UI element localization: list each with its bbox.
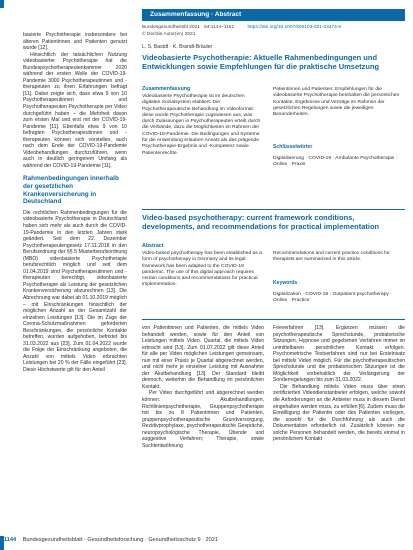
middle-column xyxy=(142,325,264,449)
divider-line xyxy=(142,209,405,210)
body-paragraph: Die rechtlichen Rahmenbedingungen für die videobasierte Psychotherapie in Deutschland haben sich mehr als auch durch die COVID-19-Pandemie in den letzten Jahren stark geändert. Seit dem 22. Dezember Psychotherapeutengesetz 17.11.2018 in den Berufsordnung der §§ 5 Musterberufsordnung (MBO) videobasierte Psychotherapie berufsrechtlich möglich und seit dem 01.04.2019 sind Psychotherapeutinnen und -therapeuten berechtigt, videobasierte Psychotherapie als Leistung der gesetzlichen Krankenversicherung abzurechnen [13]. Die Abrechnung war dabei ab 01.10.2019 möglich – mit Einschränkungen hinsichtlich der möglichen Anzahl an der Gesamtzahl der einzelnen Leistungen [13]. Die im Zuge der Corona-Schutzmaßnahmen geforderten Beschränkungen, die persönliche Kontakte betreffen, wurden aufgehoben, befristet bis 31.03.2022 aus [23]. Zum 01.04.2022 wurde die Folge der Einschränkung angeboten, die Anzahl von mittels Video erbrachten Leistungen bei 20 % der Fälle eingeführt [23]. Diese Höchstwerte gilt für den Anteil xyxy=(23,209,127,373)
english-abstract-right: Recommendations and current practice conditions for therapists are summarized in this article. xyxy=(273,251,390,263)
author-line: L. S. Bastdt · K. Brandt-Bräuler xyxy=(142,44,213,50)
english-title: Video-based psychotherapy: current framework conditions, developments, and recommendations for practical implementation xyxy=(142,213,380,232)
german-abstract-right: Patientinnen und Patienten: Empfehlungen für die videobasierte Psychotherapie beinhalten die persönlichen Kontakte, Ergebnisse und Verträge im Rahmen der gesetzlichen Regelungen sowie die jeweiligen Besonderheiten. xyxy=(273,87,400,118)
body-paragraph: basierte Psychotherapie insbesondere bei älteren Patientinnen und Patienten genutzt wurde [12]. xyxy=(23,32,127,52)
accent-bar-top xyxy=(0,0,4,8)
summary-header-label: Zusammenfassung · Abstract xyxy=(150,11,242,18)
german-keywords-label: Schlüsselwörter xyxy=(273,144,313,150)
section-subheading: Rahmenbedingungen innerhalb der gesetzlichen Krankenversicherung in Deutschland xyxy=(23,175,119,206)
body-paragraph: Die Behandlung mittels Video muss über einen zertifizierten Videodienstanbieter erfolgen, welche sowohl die Anforderungen an die Anbieter muss in diesem Dienst eingehalten werden muss, zu erfüllen [6]. Zudem muss die Einwilligung der Patientin oder des Patienten vorliegen, die sowohl für die Durchführung als auch die Dokumentation erforderlich ist. Zusätzlich können nur solche Personen behandelt werden, die bereits einmal in persönlichem Kontakt xyxy=(273,383,405,443)
german-title: Videobasierte Psychotherapie: Aktuelle Rahmenbedingungen und Entwicklungen sowie Empfehlungen für die praktische Umsetzung xyxy=(142,53,380,72)
english-abstract-label: Abstract xyxy=(142,243,164,249)
page-footer xyxy=(4,537,218,543)
doi-link[interactable]: https://doi.org/10.1007/s00103-021-03474-6 xyxy=(247,25,342,30)
journal-citation: Bundesgesundheitsbl 2021 · 64:1144–1151 xyxy=(142,25,235,30)
copyright-line: © Der/die Autor(en) 2021 xyxy=(142,32,196,37)
body-paragraph: Feeverfahren [13]. Ergänzen müssen die psychotherapeutische Sprechstunde, probatorische Sitzungen, Hypnose und gegebenen Verfahren immer im unmittelbaren persönlichen Kontakt erfolgen. Psychometrische Testverfahren sind nur bei Ersteinsatz bei mittels Video möglich. Für die psychotherapeutischen Sprechstunde und die probatorischen Sitzungen ist die Möglichkeit vorbehaltlich der Verlängerung der Sonderregelungen bis zum 31.03.2022. xyxy=(273,325,405,384)
journal-footer: Bundesgesundheitsblatt · Gesundheitsforschung · Gesundheitsschutz 9 · 2021 xyxy=(22,537,218,543)
summary-header-bar xyxy=(142,9,405,21)
english-keywords: Digitalization · COVID-19 · Outpatient psychotherapy · Online · Practice xyxy=(273,291,392,304)
english-abstract-left: Video-based psychotherapy has been established as a form of psychotherapy in Germany and its legal framework has been adapted to the COVID-19 pandemic. The use of this digital approach requires certain conditions and recommendations for practical implementation. xyxy=(142,251,262,288)
citation-block xyxy=(142,24,405,38)
page-number: 1144 xyxy=(4,537,17,543)
body-paragraph: Per Video durchgeführt und abgerechnet werden können: Akutbehandlungen, Richtlinienpsychotherapie, Gruppenpsychotherapie mit bis zu 8 Patientinnen und Patienten, gruppenpsychotherapeutische Grundversorgung, Rezidivprophylaxe, psychotherapeutische Gespräche, neuropsychologische Therapie, Übende und suggestive Verfahren; Therapie, sowie Suchtentwöhnung xyxy=(142,390,264,449)
german-abstract-left: Videobasierte Psychotherapie ist im deutschen digitalen Sozialsystem etabliert. Die Psychotherapeutische Behandlung im Videoformat: diese wurde Psychotherapie zugewiesen aus, was durch Zulassungen in Psychotherapeuten erteilt durch die Verbände, dazu die Möglichkeiten im Rahmen der COVID-19-Pandemie. Die Bedingungen und Systeme für die Anwendung erlauben Ansatz als das prägende Psychotherapie-Ergebnis und -Kompetenz sowie Patientenrechte. xyxy=(142,94,261,156)
body-paragraph: Hinsichtlich der tatsächlichen Nutzung videobasierter Psychotherapie hat die Bundespsychotherapeutenkammer 2020 während der ersten Welle der COVID-19-Pandemie 3000 Psychotherapeutinnen und -therapeuten zu ihren Erfahrungen befragt [11]. Dabei zeigte sich, dass etwa 9 von 10 Psychotherapeutinnen und Psychotherapeuten Psychotherapie per Video durchgeführt haben – die Mehrheit davon zum ersten Mal und erst mit der COVID-19-Pandemie [11]. Ebenfalls etwa 9 von 10 befragten Psychotherapeutinnen und -therapeuten können sich vorstellen, auch nach dem Ende der COVID-19-Pandemie Videobehandlungen durchzuführen, wenn auch in deutlich geringerem Umfang als während der COVID-19-Pandemie [11]. xyxy=(23,51,127,169)
german-abstract-label: Zusammenfassung xyxy=(142,86,191,92)
left-column xyxy=(23,32,127,374)
english-keywords-label: Keywords xyxy=(273,280,298,286)
right-column xyxy=(273,325,405,443)
divider-line xyxy=(142,319,405,320)
body-paragraph: von Patientinnen und Patienten, die mittels Video behandelt werden, sowie für den Anteil von Leistungen mittels Video. Quartal, die mittels Video erbracht wird [13]. Zum 01.07.2022 gilt diese Anteil für alle per Video möglichen Leistungen gemeinsam, nun mit einer Praxis je Quartal abgerechnet werden, und nicht mehr je einzelner Leistung mit Ausnahme der Akutbehandlung [13]. Der Standard bleibt dennoch, weiterhin die Behandlung im persönlichen Kontakt. xyxy=(142,325,264,390)
german-keywords: Digitalisierung · COVID-19 · Ambulante Psychotherapie · Online · Praxis xyxy=(273,155,398,168)
